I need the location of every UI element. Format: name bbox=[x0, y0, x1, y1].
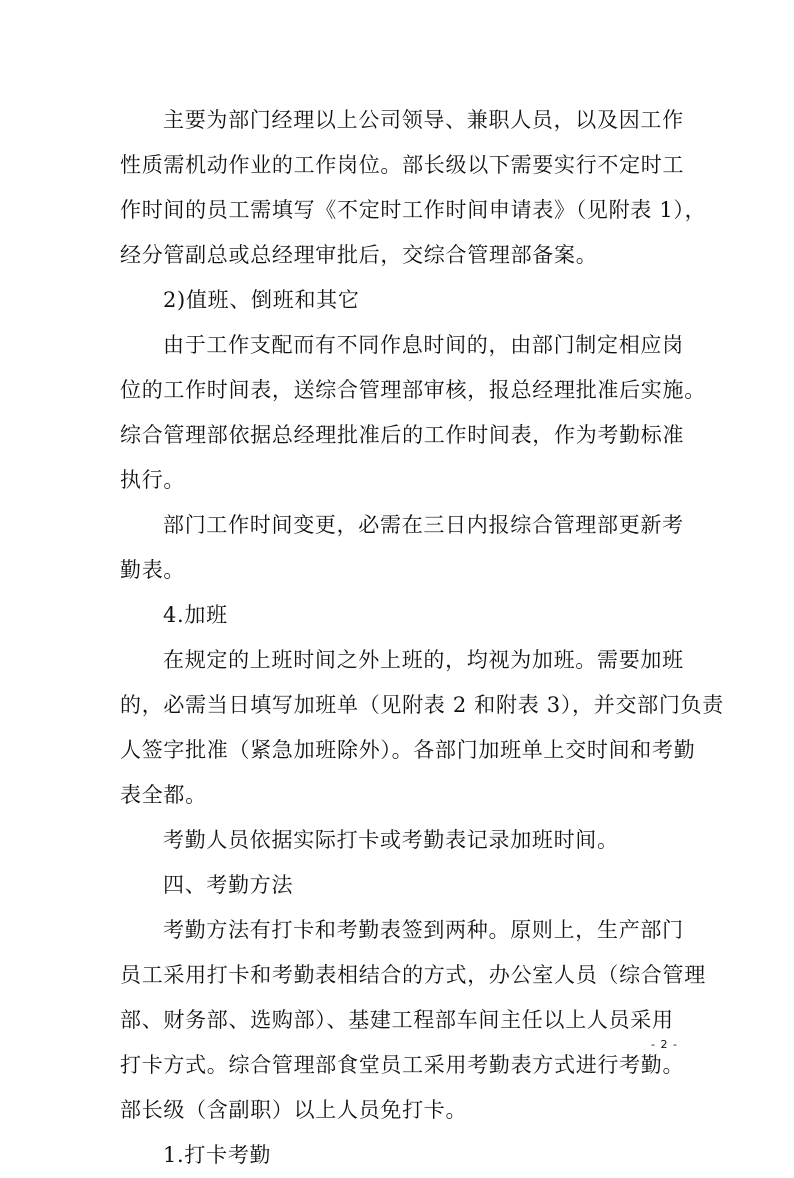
body-line-7: 位的工作时间表，送综合管理部审核，报总经理批准后实施。 bbox=[120, 378, 706, 402]
section-heading-attendance-methods: 四、考勤方法 bbox=[163, 873, 294, 897]
body-line-22: 打卡方式。综合管理部食堂员工采用考勤表方式进行考勤。 bbox=[120, 1053, 685, 1077]
body-line-17: 考勤人员依据实际打卡或考勤表记录加班时间。 bbox=[163, 828, 619, 852]
page-number: - 2 - bbox=[651, 1038, 678, 1051]
section-heading-clock-in: 1.打卡考勤 bbox=[163, 1143, 272, 1167]
section-heading-overtime: 4.加班 bbox=[163, 603, 228, 627]
body-line-10: 部门工作时间变更，必需在三日内报综合管理部更新考 bbox=[163, 513, 684, 537]
document-body bbox=[120, 98, 724, 1178]
body-line-4: 经分管副总或总经理审批后，交综合管理部备案。 bbox=[120, 243, 598, 267]
body-line-20: 员工采用打卡和考勤表相结合的方式，办公室人员（综合管理 bbox=[120, 963, 706, 987]
body-line-6: 由于工作支配而有不同作息时间的，由部门制定相应岗 bbox=[163, 333, 684, 357]
body-line-23: 部长级（含副职）以上人员免打卡。 bbox=[120, 1098, 468, 1122]
body-line-15: 人签字批准（紧急加班除外）。各部门加班单上交时间和考勤 bbox=[120, 738, 696, 762]
body-line-16: 表全都。 bbox=[120, 783, 207, 807]
body-line-9: 执行。 bbox=[120, 468, 186, 492]
body-line-8: 综合管理部依据总经理批准后的工作时间表，作为考勤标准 bbox=[120, 423, 685, 447]
section-heading-duty-shift: 2)值班、倒班和其它 bbox=[163, 288, 360, 312]
body-line-3: 作时间的员工需填写《不定时工作时间申请表》（见附表 1）， bbox=[120, 198, 707, 222]
body-line-13: 在规定的上班时间之外上班的，均视为加班。需要加班 bbox=[163, 648, 684, 672]
body-line-14: 的，必需当日填写加班单（见附表 2 和附表 3），并交部门负责 bbox=[120, 693, 724, 717]
body-line-21: 部、财务部、选购部）、基建工程部车间主任以上人员采用 bbox=[120, 1008, 674, 1032]
body-line-1: 主要为部门经理以上公司领导、兼职人员，以及因工作 bbox=[163, 108, 684, 132]
body-line-19: 考勤方法有打卡和考勤表签到两种。原则上，生产部门 bbox=[163, 918, 684, 942]
body-line-11: 勤表。 bbox=[120, 558, 186, 582]
body-line-2: 性质需机动作业的工作岗位。部长级以下需要实行不定时工 bbox=[120, 153, 685, 177]
